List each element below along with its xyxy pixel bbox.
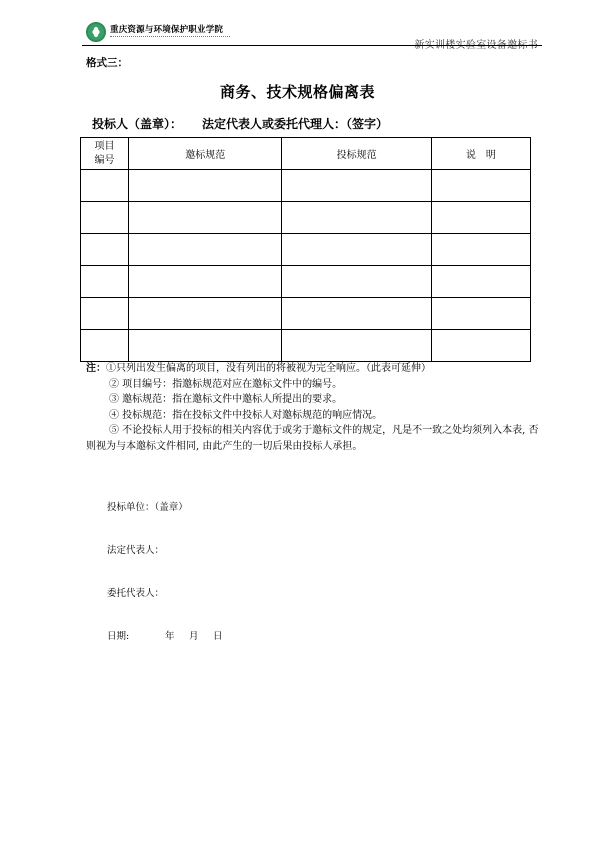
deviation-table: [80, 137, 531, 362]
format-label: 格式三：: [86, 57, 128, 69]
date-day-label: 日: [213, 631, 223, 642]
note-paragraph: ⑤ 不论投标人用于投标的相关内容优于或劣于邀标文件的规定，凡是不一致之处均须列入本表, 否则视为与本邀标文件相同, 由此产生的一切后果由投标人承担。: [86, 425, 539, 452]
table-cell: [81, 330, 129, 362]
school-name: 重庆资源与环境保护职业学院: [110, 25, 224, 35]
table-row: [81, 234, 531, 266]
table-row: [81, 202, 531, 234]
column-header-explanation: 说 明: [431, 138, 530, 170]
item-header-line: 编号: [94, 154, 115, 166]
note-line: ③ 邀标规范：指在邀标文件中邀标人所提出的要求。: [109, 394, 343, 405]
table-cell: [129, 234, 282, 266]
note-text: ①只列出发生偏离的项目，没有列出的将被视为完全响应。（此表可延伸）: [106, 363, 431, 374]
table-cell: [129, 202, 282, 234]
table-cell: [81, 266, 129, 298]
table-cell: [431, 330, 530, 362]
table-cell: [129, 170, 282, 202]
table-row: [81, 298, 531, 330]
date-month-label: 月: [189, 631, 199, 642]
notes-section: [86, 361, 546, 454]
note-line: ② 项目编号：指邀标规范对应在邀标文件中的编号。: [109, 378, 343, 390]
table-row: [81, 170, 531, 202]
note-lead: 注：: [86, 363, 106, 374]
table-row: [81, 330, 531, 362]
table-cell: [81, 202, 129, 234]
authorized-representative-label: 委托代表人：: [107, 588, 165, 599]
table-cell: [431, 202, 530, 234]
table-header-row: [81, 138, 531, 170]
note-line: ④ 投标规范：指在投标文件中投标人对邀标规范的响应情况。: [109, 409, 383, 421]
date-label: 日期:: [107, 631, 130, 642]
table-cell: [282, 298, 431, 330]
table-cell: [431, 170, 530, 202]
representative-sign-label: 法定代表人或委托代理人：（签字）: [202, 117, 389, 131]
table-cell: [129, 266, 282, 298]
page-header: [82, 18, 542, 51]
table-row: [81, 266, 531, 298]
date-year-label: 年: [165, 631, 175, 642]
legal-representative-label: 法定代表人：: [107, 545, 165, 556]
item-header-line: 项目: [94, 140, 115, 152]
table-cell: [81, 298, 129, 330]
table-cell: [81, 234, 129, 266]
column-header-item-number: [81, 138, 129, 170]
table-cell: [282, 266, 431, 298]
page-title: 商务、技术规格偏离表: [219, 83, 375, 101]
bidder-unit-label: 投标单位：（盖章）: [107, 502, 188, 513]
table-cell: [431, 298, 530, 330]
table-cell: [129, 298, 282, 330]
table-cell: [431, 234, 530, 266]
table-cell: [282, 170, 431, 202]
logo-subtitle-line: [110, 36, 230, 40]
header-divider: [82, 45, 542, 46]
table-cell: [282, 330, 431, 362]
table-cell: [129, 330, 282, 362]
table-cell: [282, 202, 431, 234]
school-logo-icon: [86, 22, 106, 42]
header-document-title: 新实训楼实验室设备邀标书: [414, 40, 538, 51]
table-cell: [282, 234, 431, 266]
note-line: [86, 361, 546, 377]
signer-line: [92, 115, 388, 132]
table-cell: [81, 170, 129, 202]
date-line: [107, 628, 223, 642]
column-header-invitation-spec: 邀标规范: [129, 138, 282, 170]
table-cell: [431, 266, 530, 298]
bidder-seal-label: 投标人（盖章）：: [92, 117, 183, 131]
column-header-bid-spec: 投标规范: [282, 138, 431, 170]
